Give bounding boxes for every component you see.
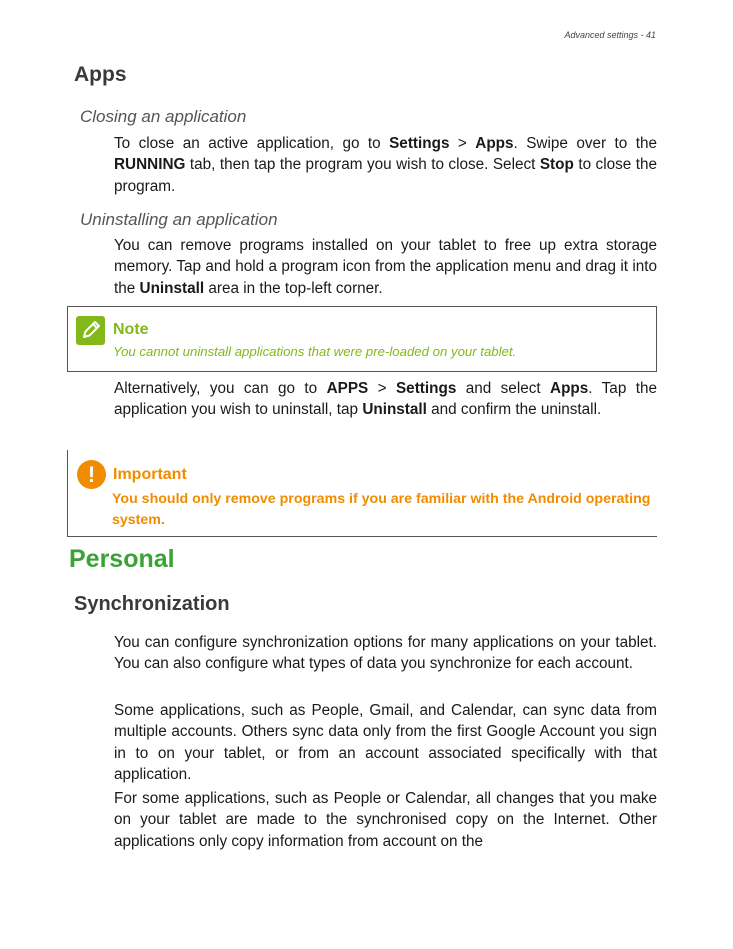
apps-caps-term: APPS <box>326 380 369 397</box>
note-box <box>67 306 657 372</box>
alternative-paragraph <box>114 378 657 421</box>
exclamation-icon: ! <box>77 460 106 489</box>
text: > <box>449 135 476 152</box>
important-title: Important <box>113 466 187 483</box>
uninstalling-paragraph <box>114 235 657 299</box>
text: . Swipe over to the <box>513 135 657 152</box>
running-term: RUNNING <box>114 156 186 174</box>
section-title-personal: Personal <box>69 545 175 573</box>
text: To close an active application, go to <box>114 135 390 152</box>
sync-paragraph-2: Some applications, such as People, Gmail, and Calendar, can sync data from multiple accounts. Others sync data only from the first Google Account you sign in to on your tablet, or from an account associated specifically with that application. <box>114 702 657 783</box>
settings-term: Settings <box>395 380 457 397</box>
heading-uninstalling-application: Uninstalling an application <box>80 210 278 229</box>
apps-term: Apps <box>550 380 589 397</box>
uninstall-term: Uninstall <box>139 279 205 297</box>
text: Alternatively, you can go to <box>114 380 327 397</box>
pencil-icon <box>76 316 105 345</box>
apps-term: Apps <box>475 135 514 152</box>
text: to close the program. <box>114 156 658 195</box>
closing-paragraph <box>114 133 657 197</box>
note-text: You cannot uninstall applications that were pre-loaded on your tablet. <box>113 344 517 359</box>
heading-closing-application: Closing an application <box>80 107 247 126</box>
section-title-apps: Apps <box>74 63 127 86</box>
uninstall-term: Uninstall <box>362 401 427 419</box>
settings-term: Settings <box>389 135 450 152</box>
note-title: Note <box>113 321 149 338</box>
text: and select <box>456 380 551 397</box>
text: tab, then tap the program you wish to close. Select <box>185 156 540 174</box>
heading-synchronization: Synchronization <box>74 593 230 615</box>
text: You can remove programs installed on your tablet to free up extra storage memory. Tap and hold a program icon from the application menu and drag it into the <box>114 237 657 297</box>
text: > <box>368 380 396 397</box>
sync-paragraph-3: For some applications, such as People or Calendar, all changes that you make on your tablet are made to the synchronised copy on the Internet. Other applications only copy information from account on the <box>114 790 657 850</box>
text: area in the top-left corner. <box>204 279 383 297</box>
important-text: You should only remove programs if you are familiar with the Android operating system. <box>112 491 651 528</box>
stop-term: Stop <box>539 156 574 174</box>
text: . Tap the application you wish to uninstall, tap <box>114 380 657 419</box>
sync-paragraph-1: You can configure synchronization options for many applications on your tablet. You can also configure what types of data you synchronize for each account. <box>114 634 657 673</box>
running-head: Advanced settings - 41 <box>564 30 656 40</box>
text: and confirm the uninstall. <box>426 401 602 419</box>
